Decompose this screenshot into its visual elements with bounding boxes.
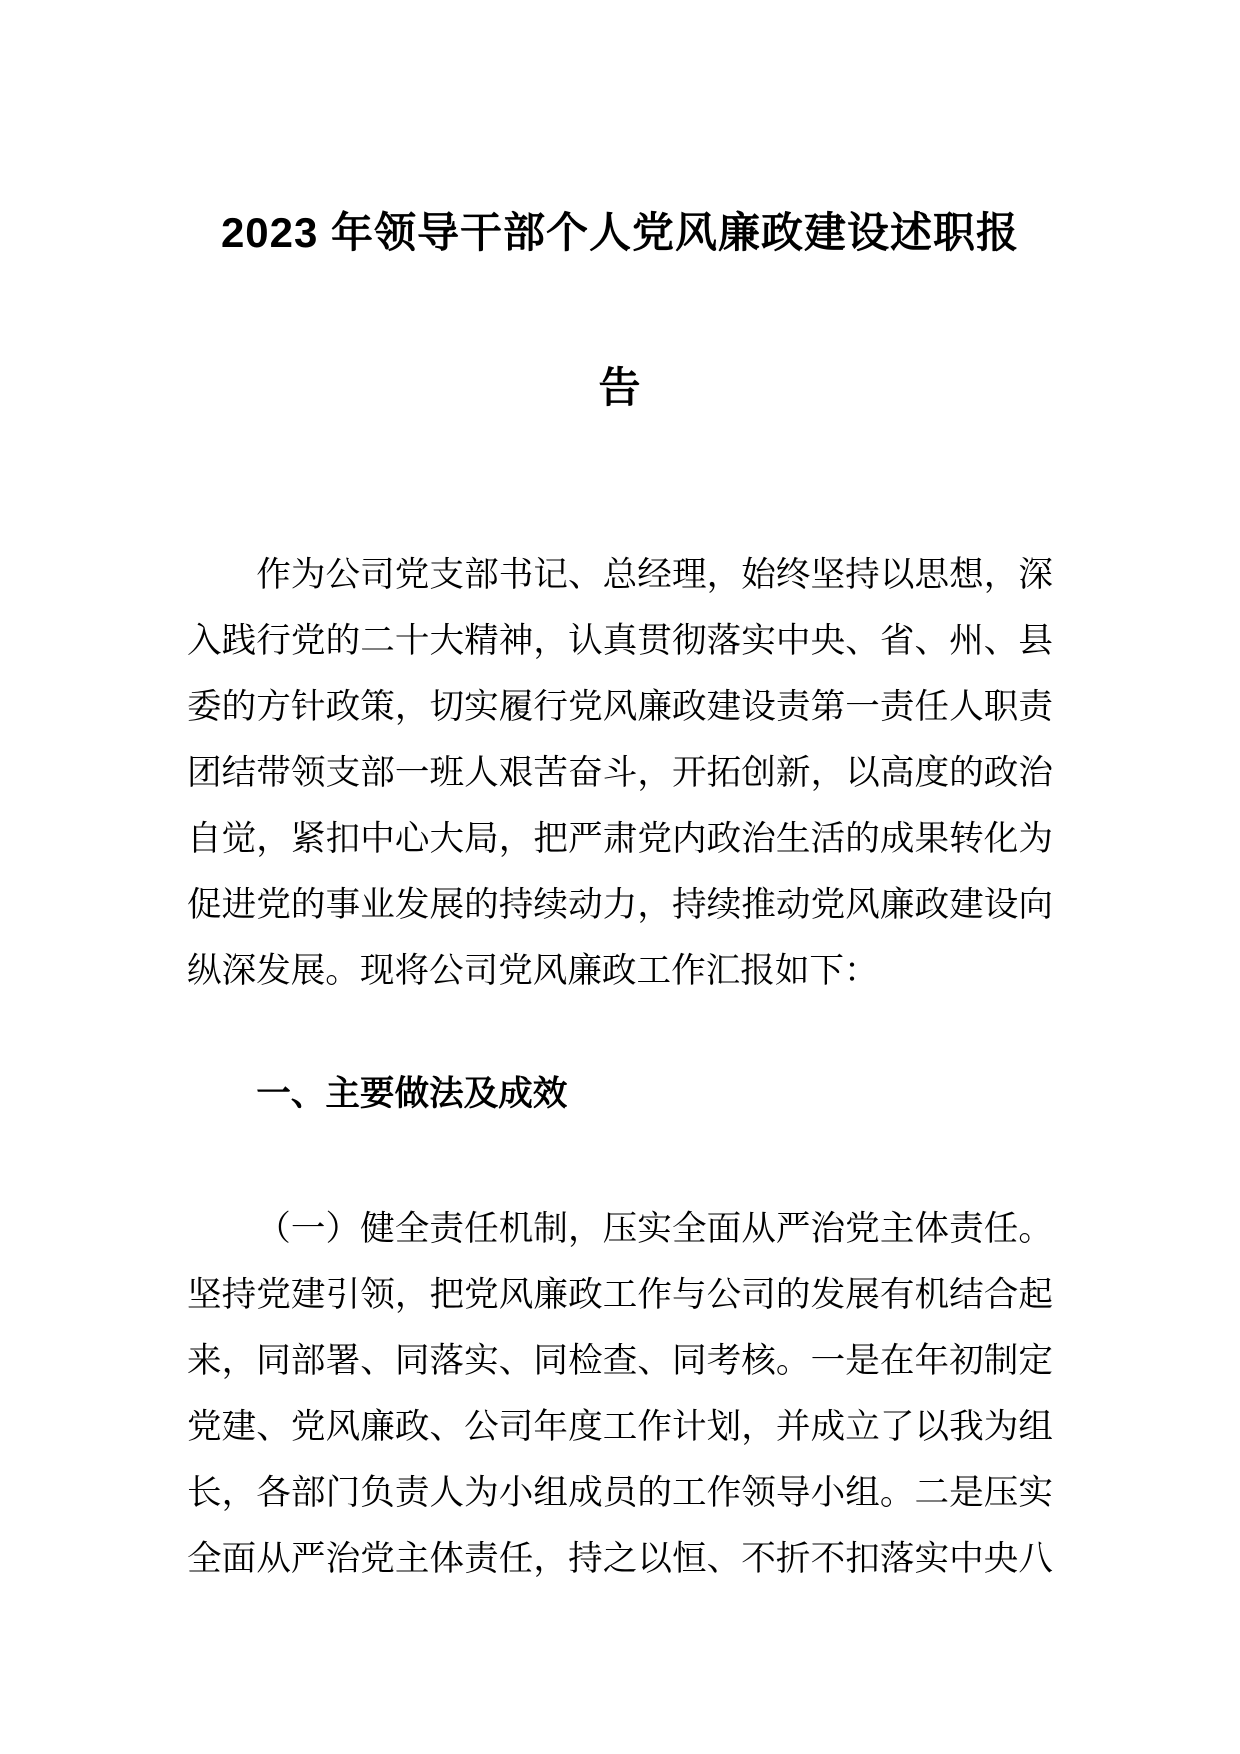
text-line: 促进党的事业发展的持续动力，持续推动党风廉政建设向 xyxy=(187,886,1053,924)
text-line: 团结带领支部一班人艰苦奋斗，开拓创新，以高度的政治 xyxy=(187,754,1053,792)
intro-paragraph xyxy=(187,542,1053,1004)
text-line: 纵深发展。现将公司党风廉政工作汇报如下： xyxy=(187,952,879,990)
text-line: 全面从严治党主体责任，持之以恒、不折不扣落实中央八 xyxy=(187,1540,1053,1578)
text-line: 坚持党建引领，把党风廉政工作与公司的发展有机结合起 xyxy=(187,1276,1053,1314)
text-line: 党建、党风廉政、公司年度工作计划，并成立了以我为组 xyxy=(187,1408,1053,1446)
text-line: 委的方针政策，切实履行党风廉政建设责第一责任人职责 xyxy=(187,688,1053,726)
text-line: 入践行党的二十大精神，认真贯彻落实中央、省、州、县 xyxy=(187,622,1053,660)
text-line: 作为公司党支部书记、总经理，始终坚持以思想，深 xyxy=(256,556,1053,594)
point-one-paragraph xyxy=(187,1196,1053,1592)
title-line-1: 2023 年领导干部个人党风廉政建设述职报 xyxy=(220,209,1020,256)
section-heading-main-practices: 一、主要做法及成效 xyxy=(256,1075,568,1113)
text-line: 来，同部署、同落实、同检查、同考核。一是在年初制定 xyxy=(187,1342,1053,1380)
document-title xyxy=(187,155,1053,465)
text-line: （一）健全责任机制，压实全面从严治党主体责任。 xyxy=(256,1210,1053,1248)
text-line: 长，各部门负责人为小组成员的工作领导小组。二是压实 xyxy=(187,1474,1053,1512)
title-line-2: 告 xyxy=(598,364,642,411)
text-line: 自觉，紧扣中心大局，把严肃党内政治生活的成果转化为 xyxy=(187,820,1053,858)
